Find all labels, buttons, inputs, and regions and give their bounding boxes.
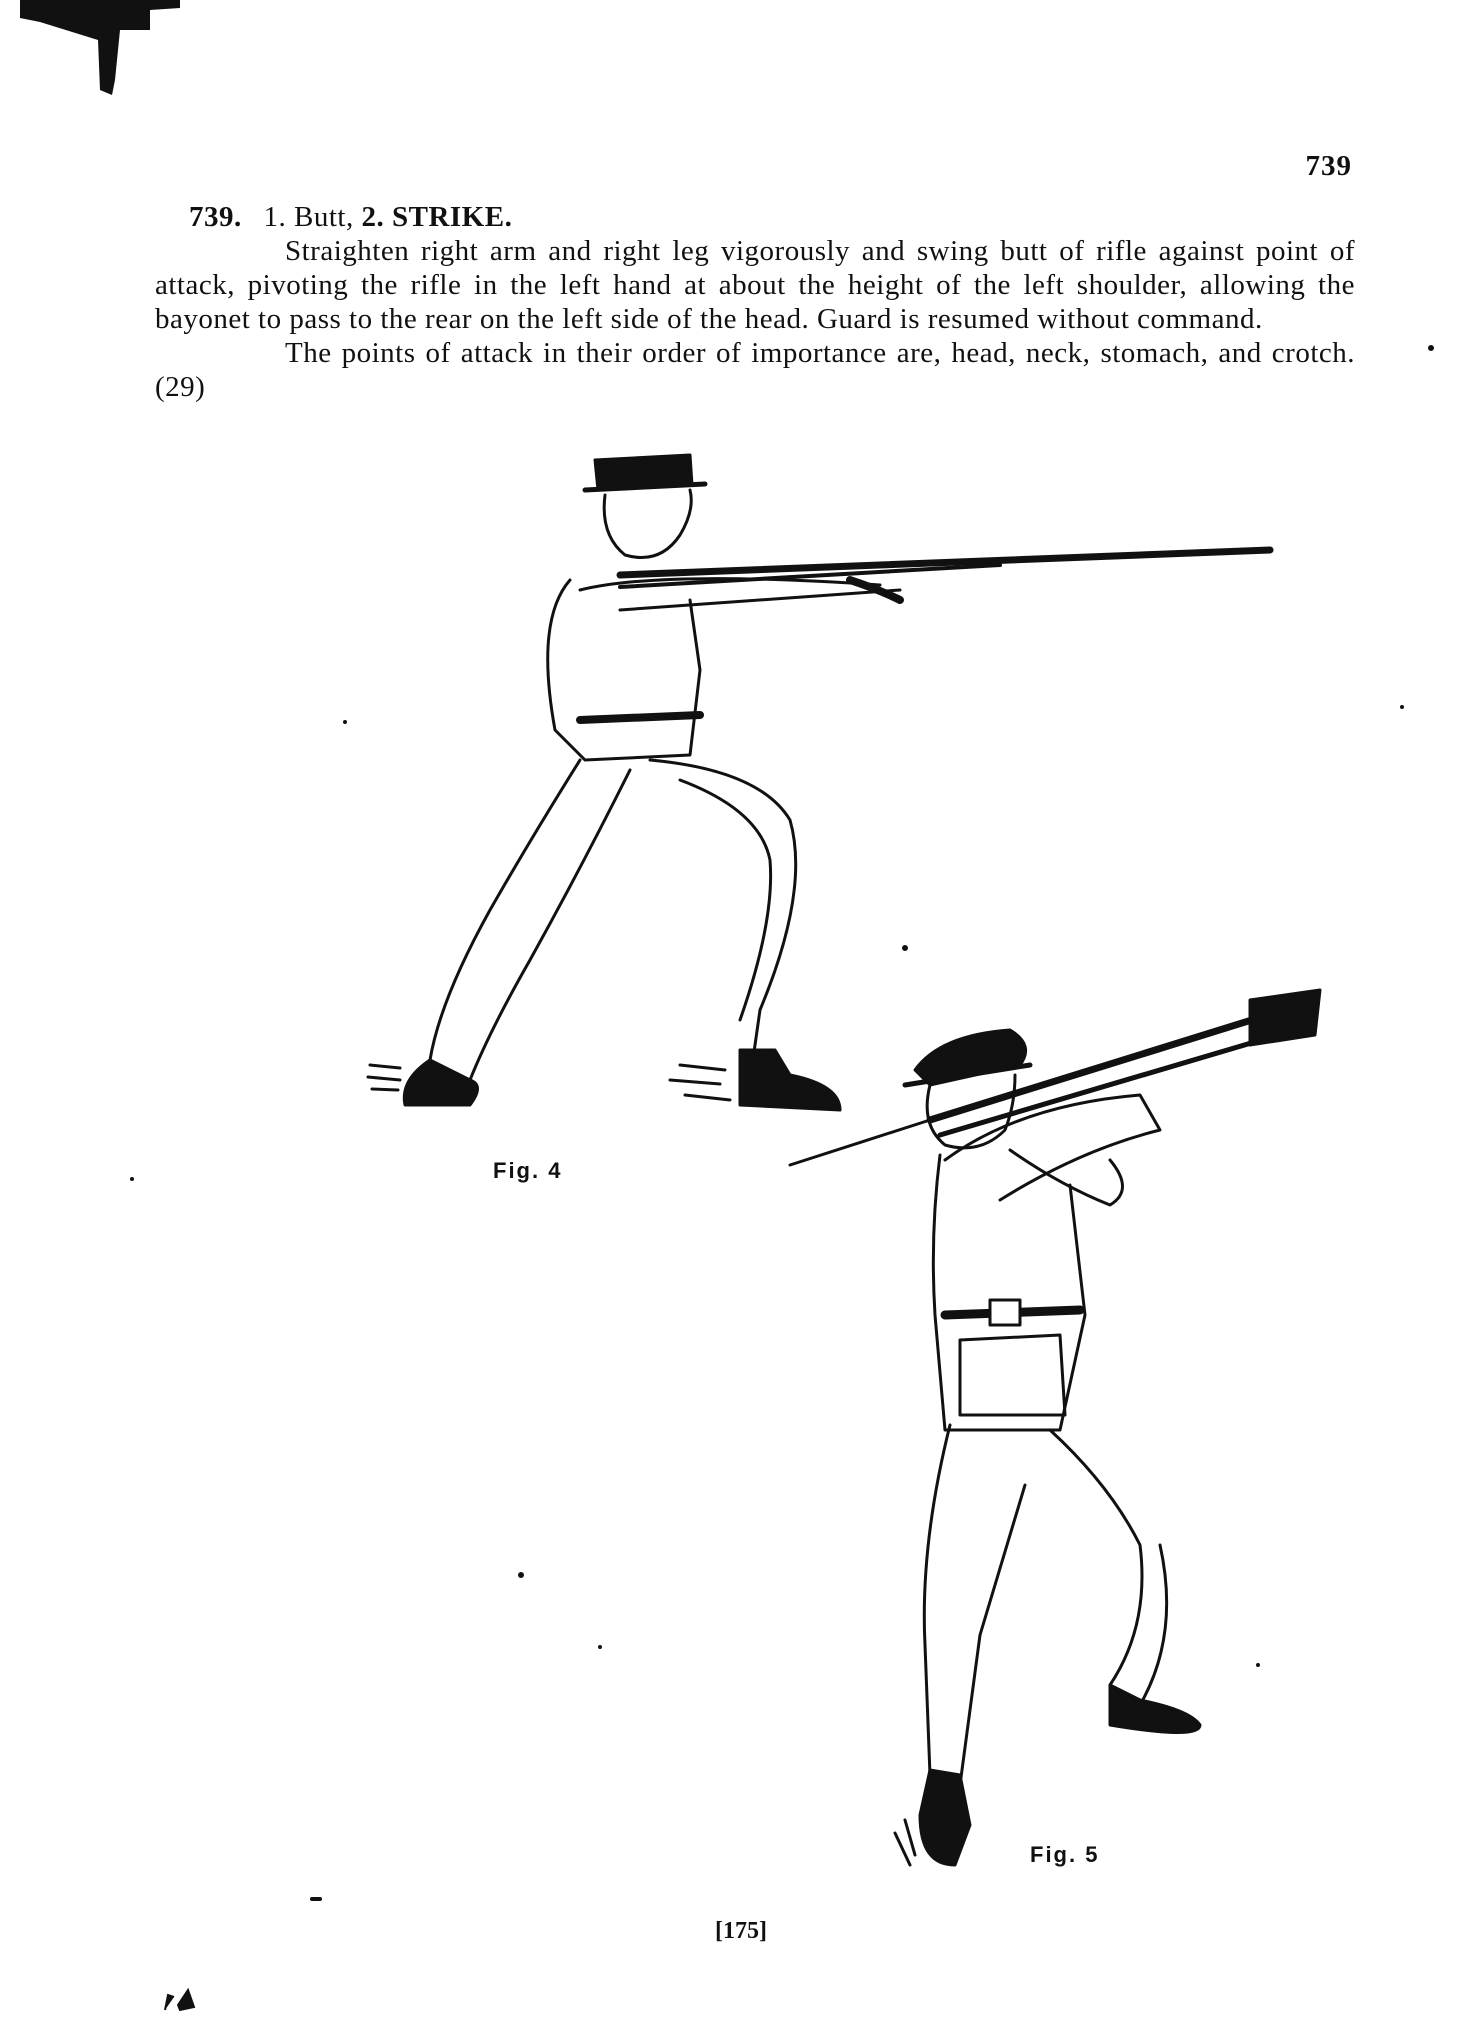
scan-speck [902, 945, 908, 951]
scan-speck [1400, 705, 1404, 709]
scan-speck [1256, 1663, 1260, 1667]
figure-5-illustration [780, 985, 1340, 1885]
figure-4-caption: Fig. 4 [493, 1158, 563, 1183]
page-number: 739 [1305, 150, 1352, 182]
scan-speck [130, 1177, 134, 1181]
command-part-2: 2. STRIKE. [361, 201, 513, 233]
figure-5-caption: Fig. 5 [1030, 1842, 1100, 1867]
section-heading [189, 200, 1355, 234]
command-part-1: 1. Butt, [263, 201, 354, 233]
section-number: 739. [189, 201, 242, 233]
scan-speck [343, 720, 347, 724]
footer-page-label: [175] [715, 1918, 767, 1944]
scan-speck [598, 1645, 602, 1649]
scan-speck [310, 1897, 322, 1901]
points-of-attack-paragraph: The points of attack in their order of importance are, head, neck, stomach, and crotch. (29) [155, 337, 1355, 403]
section-739 [155, 200, 1355, 404]
scan-speck [1428, 345, 1434, 351]
instruction-paragraph: Straighten right arm and right leg vigorously and swing butt of rifle against point of attack, pivoting the rifle in the left hand at about the height of the left shoulder, allowing the bayonet to pass to the rear on the left side of the head. Guard is resumed without command. [155, 235, 1355, 335]
scan-artifact-mark-bottom [160, 1985, 210, 2015]
scan-artifact-mark [0, 0, 200, 110]
scan-speck [518, 1572, 524, 1578]
